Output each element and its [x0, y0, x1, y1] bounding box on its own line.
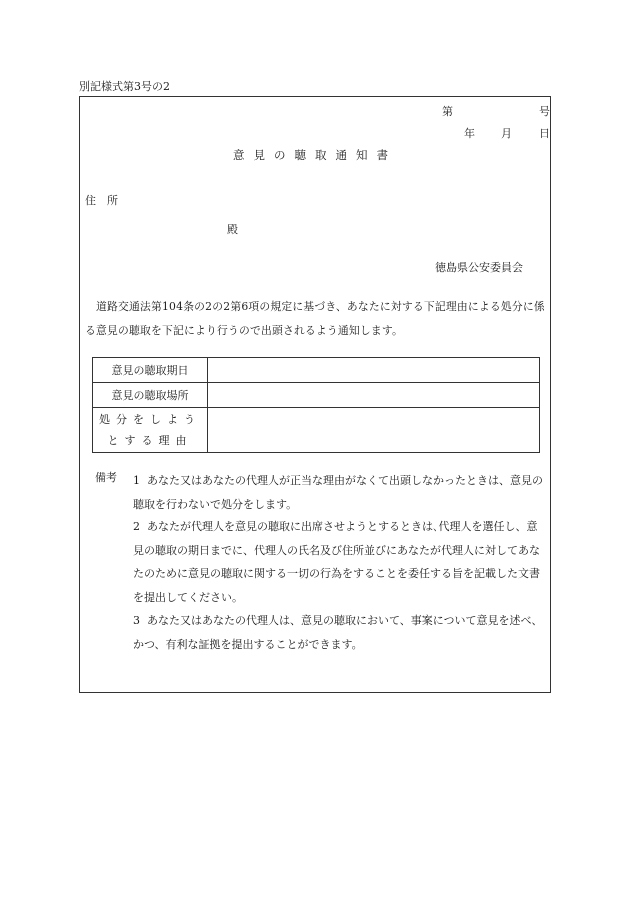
- disposition-reason-label-line1: 処分をしよう: [99, 413, 201, 426]
- table-row: [93, 358, 540, 383]
- hearing-place-value: [208, 383, 540, 408]
- document-number-prefix: 第: [442, 105, 453, 118]
- date-year-label: 年: [464, 127, 475, 140]
- remark-number: 2: [133, 520, 140, 533]
- address-label: 住 所: [85, 194, 118, 207]
- remark-number: 3: [133, 614, 140, 627]
- hearing-date-label: 意見の聴取期日: [93, 358, 208, 383]
- remark-number: 1: [133, 474, 140, 487]
- date-day-label: 日: [539, 127, 550, 140]
- table-row: [93, 383, 540, 408]
- remark-item: [133, 609, 547, 656]
- disposition-reason-value: [208, 408, 540, 453]
- recipient-honorific: 殿: [227, 223, 238, 236]
- remark-item: [133, 515, 547, 609]
- remarks-heading: 備考: [95, 471, 117, 484]
- remark-text: あなたが代理人を意見の聴取に出席させようとするときは､代理人を選任し、意見の聴取の期日までに、代理人の氏名及び住所並びにあなたが代理人に対してあなたのために意見の聴取に関する一切の行為をすることを委任する旨を記載した文書を提出してください。: [133, 520, 540, 604]
- table-row: [93, 408, 540, 453]
- notice-body: 道路交通法第104条の2の2第6項の規定に基づき、あなたに対する下記理由による処分に係る意見の聴取を下記により行うので出頭されるよう通知します。: [85, 300, 545, 337]
- date-month-label: 月: [501, 127, 512, 140]
- hearing-place-label: 意見の聴取場所: [93, 383, 208, 408]
- disposition-reason-label-line2: とする理由: [107, 434, 193, 447]
- remark-item: [133, 469, 547, 516]
- disposition-reason-label: [93, 408, 208, 453]
- document-number-suffix: 号: [539, 105, 550, 118]
- hearing-details-table: [92, 357, 540, 453]
- remark-text: あなた又はあなたの代理人が正当な理由がなくて出頭しなかったときは、意見の聴取を行わないで処分をします。: [133, 474, 543, 511]
- notice-form: [79, 96, 551, 693]
- issuer-name: 徳島県公安委員会: [435, 261, 523, 274]
- form-number-label: 別記様式第3号の2: [79, 80, 170, 93]
- hearing-date-value: [208, 358, 540, 383]
- document-title: 意見の聴取通知書: [233, 148, 397, 162]
- remark-text: あなた又はあなたの代理人は、意見の聴取において、事案について意見を述べ、かつ、有利な証拠を提出することができます。: [133, 614, 543, 651]
